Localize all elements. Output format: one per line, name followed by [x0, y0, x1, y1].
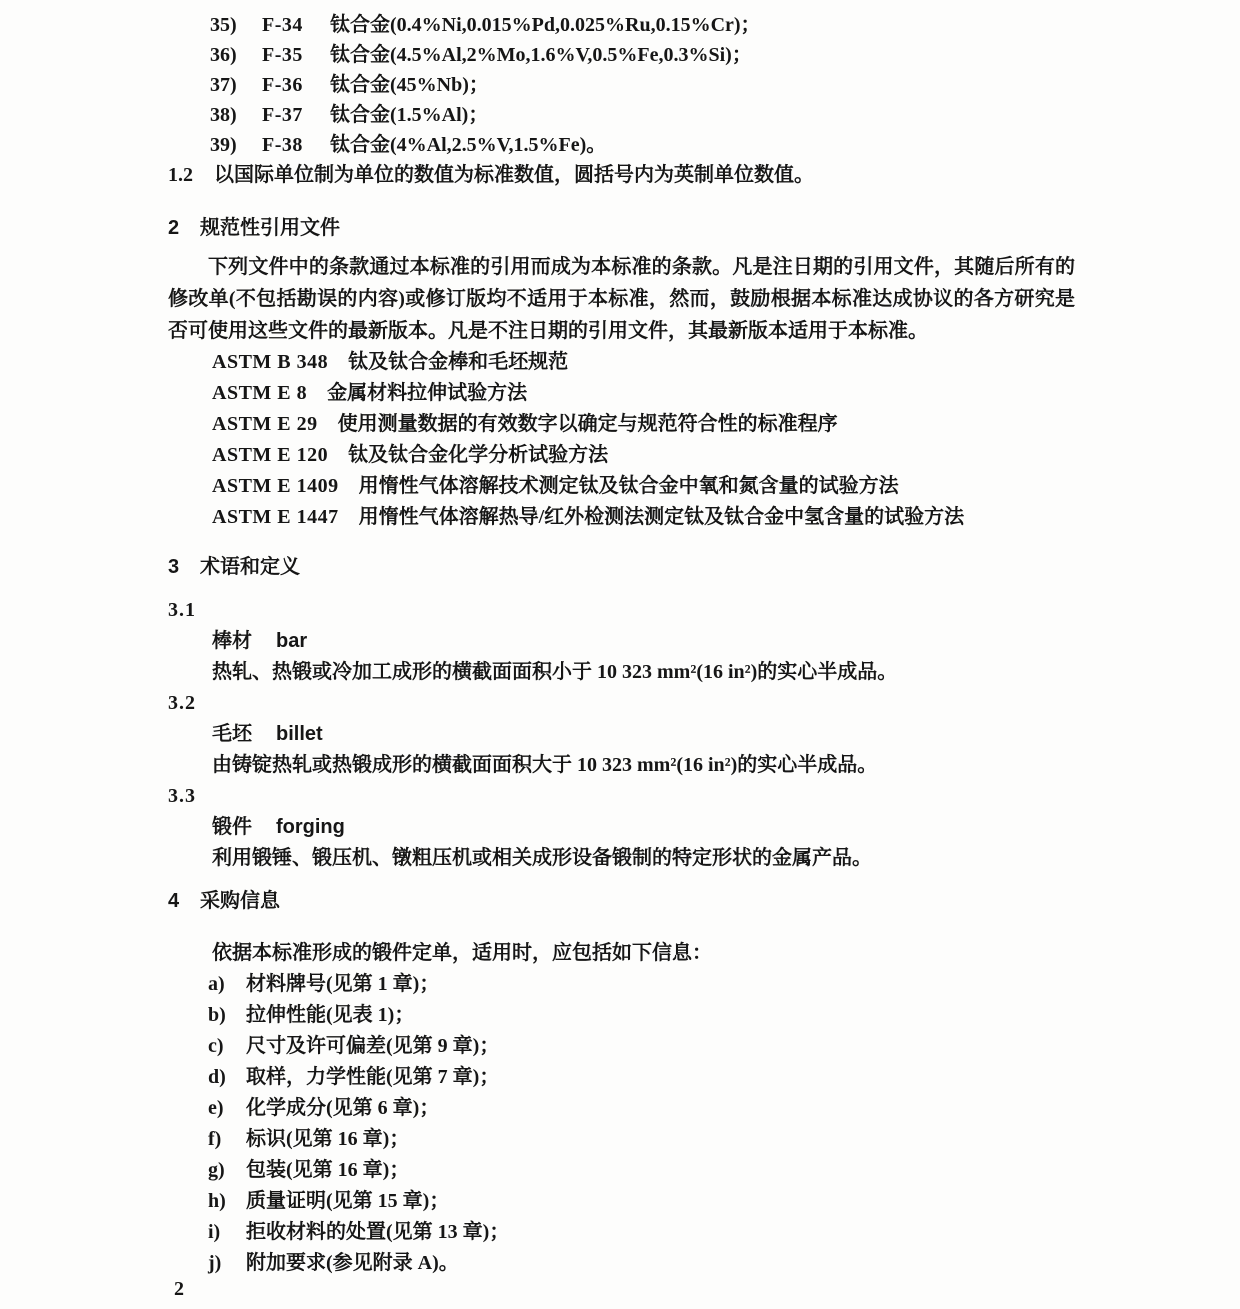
section-title: 采购信息	[200, 890, 280, 912]
item-text: 尺寸及许可偏差(见第 9 章)；	[246, 1035, 500, 1057]
term-clause-number: 3.1	[168, 599, 196, 621]
reference-title: 用惰性气体溶解技术测定钛及钛合金中氧和氮含量的试验方法	[358, 475, 899, 497]
term-chinese: 棒材	[212, 630, 252, 652]
reference-item	[212, 347, 1150, 378]
term-clause-number: 3.3	[168, 785, 196, 807]
item-letter: j)	[208, 1252, 222, 1274]
section-number: 2	[168, 217, 180, 239]
term-english: billet	[276, 723, 323, 745]
item-text: 拉伸性能(见表 1)；	[246, 1004, 415, 1026]
item-letter: d)	[208, 1066, 226, 1088]
clause-text: 以国际单位制为单位的数值为标准数值，圆括号内为英制单位数值。	[214, 164, 814, 186]
term-chinese: 毛坯	[212, 723, 252, 745]
list-item	[168, 130, 1150, 160]
reference-title: 金属材料拉伸试验方法	[327, 382, 528, 404]
reference-code: ASTM E 1447	[212, 506, 339, 528]
list-item	[208, 1031, 1150, 1062]
reference-title: 钛及钛合金化学分析试验方法	[348, 444, 609, 466]
item-letter: a)	[208, 973, 225, 995]
section-2-heading	[168, 213, 1150, 243]
item-number: 37)	[210, 74, 237, 96]
grade-designation: F-34	[262, 14, 303, 36]
list-item	[208, 1155, 1150, 1186]
section-4-heading	[168, 886, 1150, 916]
reference-title: 钛及钛合金棒和毛坯规范	[348, 351, 569, 373]
reference-item	[212, 409, 1150, 440]
term-name-line	[212, 812, 1150, 843]
item-number: 38)	[210, 104, 237, 126]
item-text: 拒收材料的处置(见第 13 章)；	[246, 1221, 510, 1243]
term-chinese: 锻件	[212, 816, 252, 838]
item-letter: c)	[208, 1035, 224, 1057]
item-number: 35)	[210, 14, 237, 36]
list-item	[168, 40, 1150, 70]
term-name-line	[212, 719, 1150, 750]
alloy-grade-list	[168, 10, 1150, 160]
reference-code: ASTM E 8	[212, 382, 308, 404]
list-item	[208, 969, 1150, 1000]
term-clause-number: 3.2	[168, 692, 196, 714]
item-letter: e)	[208, 1097, 224, 1119]
section-number: 4	[168, 890, 180, 912]
astm-reference-list	[168, 347, 1150, 533]
grade-description: 钛合金(45%Nb)；	[330, 74, 489, 96]
item-number: 39)	[210, 134, 237, 156]
item-letter: i)	[208, 1221, 221, 1243]
list-item	[208, 1248, 1150, 1279]
reference-item	[212, 471, 1150, 502]
grade-designation: F-36	[262, 74, 303, 96]
section-title: 规范性引用文件	[200, 217, 340, 239]
clause-number: 1.2	[168, 164, 193, 186]
list-item	[208, 1062, 1150, 1093]
list-item	[168, 100, 1150, 130]
list-item	[208, 1000, 1150, 1031]
section-title: 术语和定义	[200, 556, 300, 578]
item-text: 质量证明(见第 15 章)；	[246, 1190, 450, 1212]
normative-references-paragraph: 下列文件中的条款通过本标准的引用而成为本标准的条款。凡是注日期的引用文件，其随后所有的修改单(不包括勘误的内容)或修订版均不适用于本标准，然而，鼓励根据本标准达成协议的各方研究是否可使用这些文件的最新版本。凡是不注日期的引用文件，其最新版本适用于本标准。	[168, 256, 1075, 342]
item-letter: f)	[208, 1128, 222, 1150]
term-definition: 利用锻锤、锻压机、镦粗压机或相关成形设备锻制的特定形状的金属产品。	[212, 847, 872, 869]
grade-designation: F-37	[262, 104, 303, 126]
section-3-heading	[168, 552, 1150, 582]
reference-title: 使用测量数据的有效数字以确定与规范符合性的标准程序	[337, 413, 838, 435]
list-item	[208, 1217, 1150, 1248]
page-number: 2	[174, 1278, 184, 1300]
item-text: 附加要求(参见附录 A)。	[246, 1252, 459, 1274]
list-item	[208, 1093, 1150, 1124]
term-definition: 热轧、热锻或冷加工成形的横截面面积小于 10 323 mm²(16 in²)的实心半成品。	[212, 661, 898, 683]
grade-designation: F-35	[262, 44, 303, 66]
item-text: 材料牌号(见第 1 章)；	[246, 973, 440, 995]
grade-designation: F-38	[262, 134, 303, 156]
item-text: 化学成分(见第 6 章)；	[246, 1097, 440, 1119]
reference-code: ASTM E 1409	[212, 475, 339, 497]
item-letter: b)	[208, 1004, 226, 1026]
term-english: bar	[276, 630, 308, 652]
item-text: 标识(见第 16 章)；	[246, 1128, 410, 1150]
reference-item	[212, 440, 1150, 471]
clause-1-2	[168, 160, 1150, 190]
reference-item	[212, 378, 1150, 409]
purchase-info-list	[168, 969, 1150, 1279]
grade-description: 钛合金(4%Al,2.5%V,1.5%Fe)。	[330, 134, 607, 156]
grade-description: 钛合金(0.4%Ni,0.015%Pd,0.025%Ru,0.15%Cr)；	[330, 14, 761, 36]
item-text: 取样，力学性能(见第 7 章)；	[246, 1066, 500, 1088]
reference-code: ASTM B 348	[212, 351, 329, 373]
reference-title: 用惰性气体溶解热导/红外检测法测定钛及钛合金中氢含量的试验方法	[358, 506, 965, 528]
list-item	[208, 1124, 1150, 1155]
purchase-info-intro: 依据本标准形成的锻件定单，适用时，应包括如下信息：	[212, 942, 712, 964]
item-letter: h)	[208, 1190, 226, 1212]
list-item	[208, 1186, 1150, 1217]
grade-description: 钛合金(1.5%Al)；	[330, 104, 489, 126]
item-letter: g)	[208, 1159, 225, 1181]
reference-code: ASTM E 29	[212, 413, 318, 435]
section-number: 3	[168, 556, 180, 578]
list-item	[168, 10, 1150, 40]
item-number: 36)	[210, 44, 237, 66]
reference-code: ASTM E 120	[212, 444, 329, 466]
term-name-line	[212, 626, 1150, 657]
term-definition: 由铸锭热轧或热锻成形的横截面面积大于 10 323 mm²(16 in²)的实心半成品。	[212, 754, 878, 776]
grade-description: 钛合金(4.5%Al,2%Mo,1.6%V,0.5%Fe,0.3%Si)；	[330, 44, 752, 66]
term-english: forging	[276, 816, 345, 838]
item-text: 包装(见第 16 章)；	[246, 1159, 410, 1181]
reference-item	[212, 502, 1150, 533]
list-item	[168, 70, 1150, 100]
